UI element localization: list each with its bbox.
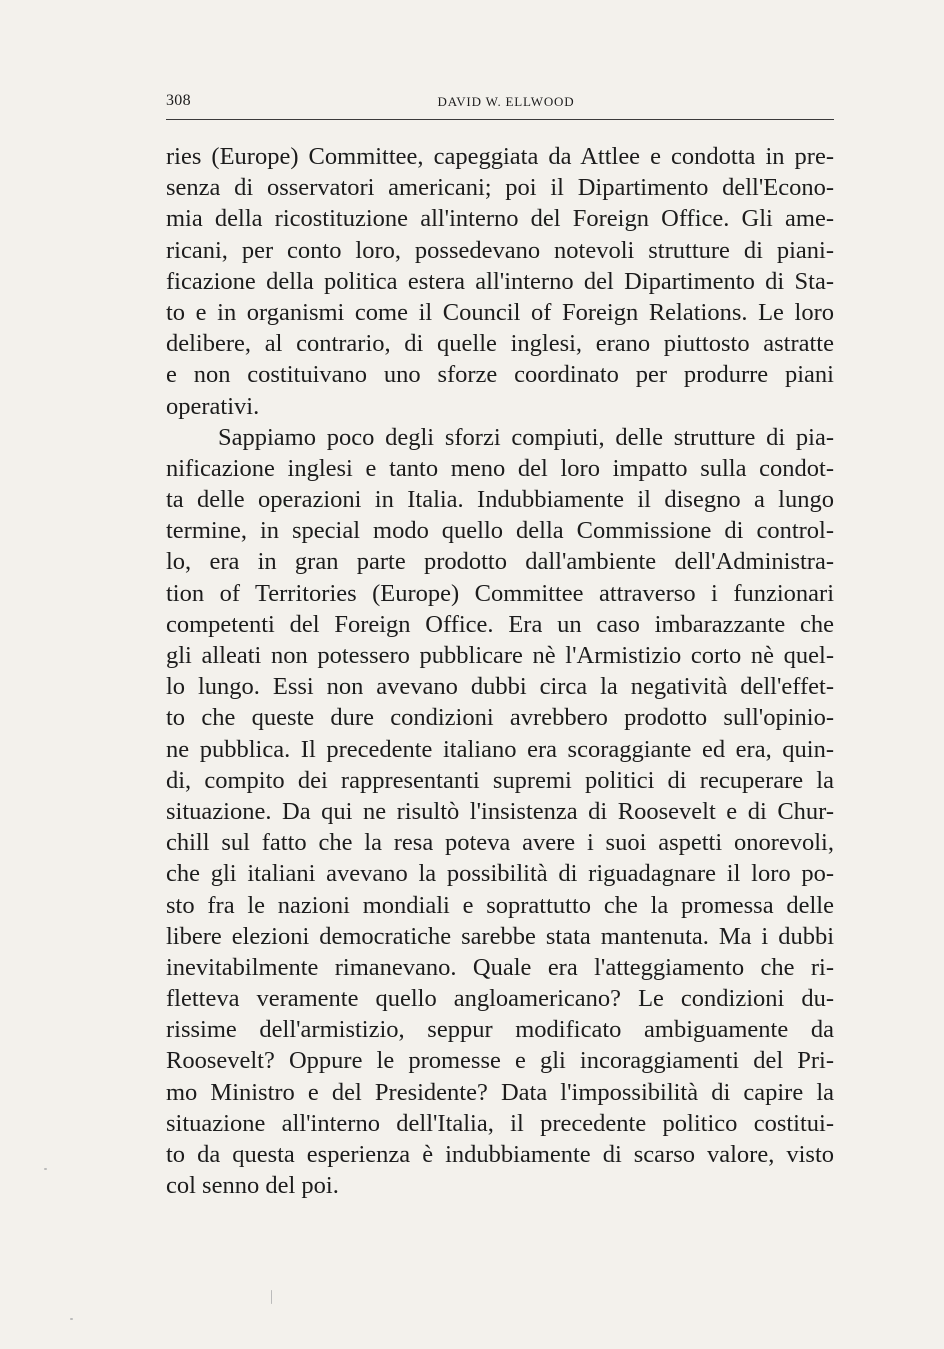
- text-line: tion of Territories (Europe) Committee attraverso i funzionari: [166, 579, 834, 607]
- text-line: nificazione inglesi e tanto meno del loro impatto sulla condot-: [166, 454, 834, 482]
- text-line: operativi.: [166, 392, 260, 420]
- text-line: e non costituivano uno sforze coordinato per produrre piani: [166, 361, 834, 389]
- scan-speck: [70, 1318, 73, 1320]
- text-line: libere elezioni democratiche sarebbe stata mantenuta. Ma i dubbi: [166, 922, 834, 950]
- text-line: di, compito dei rappresentanti supremi politici di recuperare la: [166, 766, 834, 794]
- text-line: gli alleati non potessero pubblicare nè l'Armistizio corto nè quel-: [166, 642, 834, 669]
- paragraph-2: [166, 422, 834, 1202]
- text-line: to che queste dure condizioni avrebbero prodotto sull'opinio-: [166, 704, 834, 732]
- text-line: chill sul fatto che la resa poteva avere i suoi aspetti onorevoli,: [166, 829, 834, 857]
- text-line: competenti del Foreign Office. Era un caso imbarazzante che: [166, 610, 834, 638]
- text-line: che gli italiani avevano la possibilità di riguadagnare il loro po-: [166, 860, 834, 888]
- text-line: lo lungo. Essi non avevano dubbi circa la negatività dell'effet-: [166, 673, 834, 701]
- text-line: mia della ricostituzione all'interno del Foreign Office. Gli ame-: [166, 205, 834, 233]
- text-line: inevitabilmente rimanevano. Quale era l'atteggiamento che ri-: [166, 953, 834, 981]
- text-line: ricani, per conto loro, possedevano notevoli strutture di piani-: [166, 236, 834, 264]
- running-head: [166, 92, 834, 116]
- text-line: sto fra le nazioni mondiali e soprattutto che la promessa delle: [166, 891, 834, 919]
- text-line: situazione all'interno dell'Italia, il precedente politico costitui-: [166, 1109, 834, 1137]
- text-line: rissime dell'armistizio, seppur modificato ambiguamente da: [166, 1016, 834, 1044]
- running-title: DAVID W. ELLWOOD: [437, 94, 575, 109]
- text-line: mo Ministro e del Presidente? Data l'impossibilità di capire la: [166, 1078, 834, 1106]
- text-line: ne pubblica. Il precedente italiano era scoraggiante ed era, quin-: [166, 735, 834, 763]
- body-text: [166, 141, 834, 1201]
- text-line: to da questa esperienza è indubbiamente di scarso valore, visto: [166, 1141, 834, 1168]
- text-line: delibere, al contrario, di quelle inglesi, erano piuttosto astratte: [166, 330, 834, 358]
- text-line: ta delle operazioni in Italia. Indubbiamente il disegno a lungo: [166, 486, 834, 514]
- text-line: senza di osservatori americani; poi il Dipartimento dell'Econo-: [166, 174, 834, 202]
- text-line: fletteva veramente quello angloamericano? Le condizioni du-: [166, 985, 834, 1013]
- text-line: Sappiamo poco degli sforzi compiuti, delle strutture di pia-: [218, 423, 834, 451]
- paragraph-1: [166, 141, 834, 422]
- text-line: situazione. Da qui ne risultò l'insistenza di Roosevelt e di Chur-: [166, 797, 834, 825]
- text-line: ries (Europe) Committee, capeggiata da Attlee e condotta in pre-: [166, 143, 834, 170]
- text-line: termine, in special modo quello della Commissione di control-: [166, 517, 834, 545]
- text-line: col senno del poi.: [166, 1172, 339, 1200]
- text-line: to e in organismi come il Council of Foreign Relations. Le loro: [166, 298, 834, 326]
- text-line: ficazione della politica estera all'interno del Dipartimento di Sta-: [166, 267, 834, 295]
- page-number: 308: [166, 92, 191, 109]
- scan-speck: [44, 1168, 47, 1170]
- text-line: Roosevelt? Oppure le promesse e gli incoraggiamenti del Pri-: [166, 1047, 834, 1075]
- text-line: lo, era in gran parte prodotto dall'ambiente dell'Administra-: [166, 548, 834, 576]
- scan-speck: [271, 1290, 272, 1304]
- header-rule: [166, 119, 834, 120]
